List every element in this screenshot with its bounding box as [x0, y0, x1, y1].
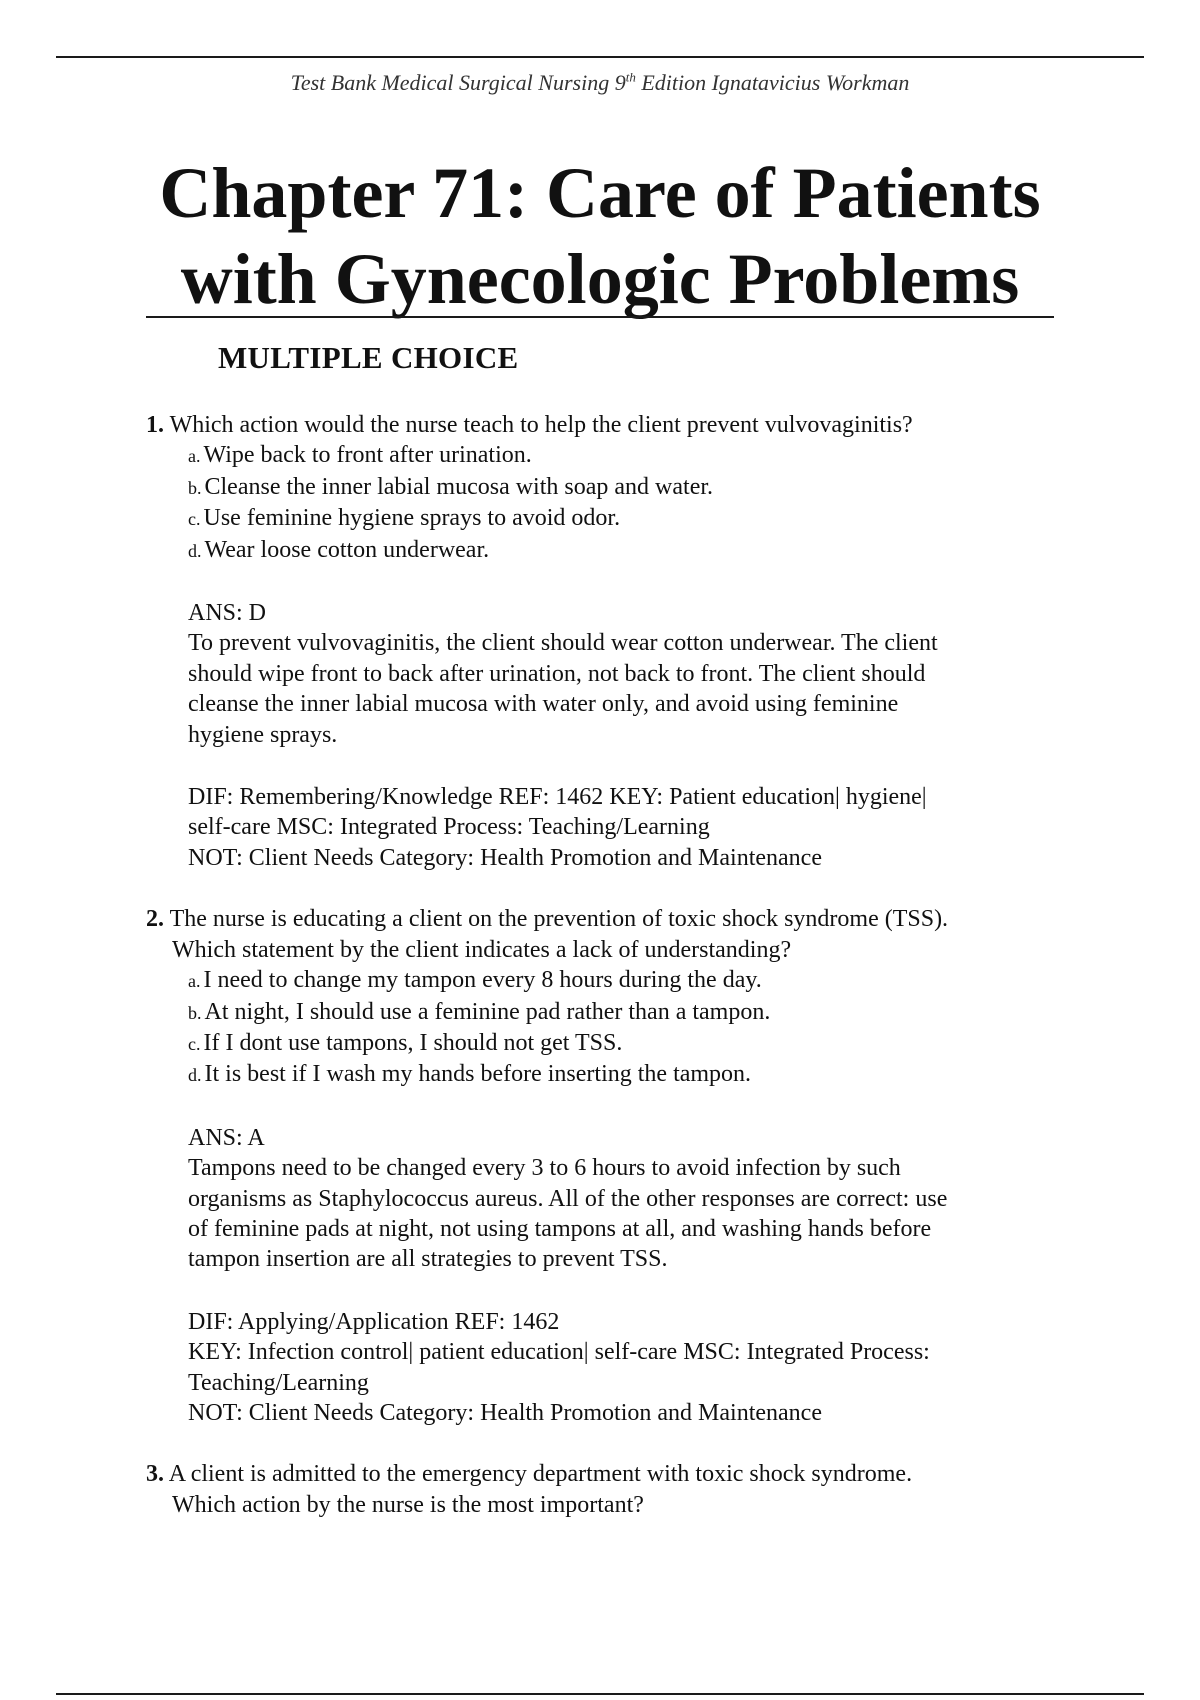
option-letter: b.	[188, 477, 202, 498]
question-stem	[146, 904, 1066, 965]
question-stem	[146, 410, 1066, 440]
metadata-line: DIF: Remembering/Knowledge REF: 1462 KEY: Patient education| hygiene|	[188, 784, 927, 811]
metadata-line: self-care MSC: Integrated Process: Teaching/Learning	[188, 814, 710, 841]
option-text: Cleanse the inner labial mucosa with soap and water.	[204, 473, 714, 500]
option-a	[188, 440, 1066, 471]
answer-options	[146, 965, 1066, 1091]
option-text: I need to change my tampon every 8 hours during the day.	[203, 967, 762, 994]
question-stem-line: Which action would the nurse teach to help the client prevent vulvovaginitis?	[169, 412, 913, 438]
rationale-line: Tampons need to be changed every 3 to 6 hours to avoid infection by such	[188, 1155, 901, 1182]
answer-block	[146, 598, 1066, 750]
running-header-superscript: th	[625, 69, 636, 85]
rationale-line: of feminine pads at night, not using tampons at all, and washing hands before	[188, 1215, 932, 1242]
running-header-suffix: Edition Ignatavicius Workman	[635, 70, 910, 95]
metadata-line: NOT: Client Needs Category: Health Promotion and Maintenance	[188, 844, 822, 871]
metadata-line: NOT: Client Needs Category: Health Promotion and Maintenance	[188, 1399, 822, 1426]
option-text: If I dont use tampons, I should not get TSS.	[203, 1029, 623, 1056]
question-3	[146, 1459, 1066, 1520]
chapter-title-line-2: with Gynecologic Problems	[180, 239, 1020, 319]
option-c	[188, 1028, 1066, 1059]
chapter-title	[120, 150, 1080, 322]
option-letter: d.	[188, 540, 202, 561]
rationale-line: organisms as Staphylococcus aureus. All of the other responses are correct: use	[188, 1185, 948, 1212]
question-2	[146, 904, 1066, 1428]
metadata-line: Teaching/Learning	[188, 1369, 369, 1396]
rationale-line: cleanse the inner labial mucosa with water only, and avoid using feminine	[188, 691, 899, 718]
option-letter: c.	[188, 1033, 201, 1054]
option-letter: b.	[188, 1002, 202, 1023]
question-stem	[146, 1459, 1066, 1520]
metadata-line: KEY: Infection control| patient education| self-care MSC: Integrated Process:	[188, 1339, 930, 1366]
rationale-line: To prevent vulvovaginitis, the client should wear cotton underwear. The client	[188, 630, 938, 657]
rationale-line: hygiene sprays.	[188, 721, 338, 748]
metadata-line: DIF: Applying/Application REF: 1462	[188, 1308, 560, 1335]
running-header-title: Test Bank Medical Surgical Nursing 9	[290, 70, 626, 95]
answer-key: ANS: D	[188, 600, 267, 627]
option-text: At night, I should use a feminine pad rather than a tampon.	[204, 998, 771, 1025]
option-letter: a.	[188, 971, 201, 992]
question-1	[146, 410, 1066, 873]
rationale-line: tampon insertion are all strategies to prevent TSS.	[188, 1246, 668, 1273]
section-heading: MULTIPLE CHOICE	[218, 340, 519, 375]
question-number: 3.	[146, 1461, 164, 1488]
top-rule	[56, 56, 1144, 58]
answer-options	[146, 440, 1066, 566]
option-text: Wear loose cotton underwear.	[204, 536, 490, 563]
running-header	[0, 70, 1200, 96]
option-b	[188, 997, 1066, 1028]
bottom-rule	[56, 1693, 1144, 1695]
option-text: Wipe back to front after urination.	[203, 442, 532, 469]
option-letter: a.	[188, 446, 201, 467]
question-number: 1.	[146, 412, 164, 438]
option-d	[188, 1059, 1066, 1090]
option-letter: c.	[188, 509, 201, 530]
answer-block	[146, 1123, 1066, 1275]
option-text: It is best if I wash my hands before inserting the tampon.	[204, 1061, 752, 1088]
question-metadata	[146, 1307, 1066, 1429]
option-b	[188, 472, 1066, 503]
option-a	[188, 965, 1066, 996]
question-stem-line: Which action by the nurse is the most important?	[172, 1491, 644, 1518]
question-stem-line: A client is admitted to the emergency department with toxic shock syndrome.	[168, 1461, 913, 1488]
question-list	[146, 410, 1066, 1551]
title-underline	[146, 316, 1054, 318]
question-stem-line: Which statement by the client indicates a lack of understanding?	[172, 936, 792, 963]
question-number: 2.	[146, 906, 164, 933]
chapter-title-line-1: Chapter 71: Care of Patients	[159, 153, 1041, 233]
answer-key: ANS: A	[188, 1124, 265, 1151]
question-stem-line: The nurse is educating a client on the prevention of toxic shock syndrome (TSS).	[169, 906, 949, 933]
question-metadata	[146, 782, 1066, 873]
option-letter: d.	[188, 1065, 202, 1086]
rationale-line: should wipe front to back after urination, not back to front. The client should	[188, 660, 926, 687]
option-c	[188, 503, 1066, 534]
option-d	[188, 535, 1066, 566]
option-text: Use feminine hygiene sprays to avoid odor.	[203, 505, 621, 532]
